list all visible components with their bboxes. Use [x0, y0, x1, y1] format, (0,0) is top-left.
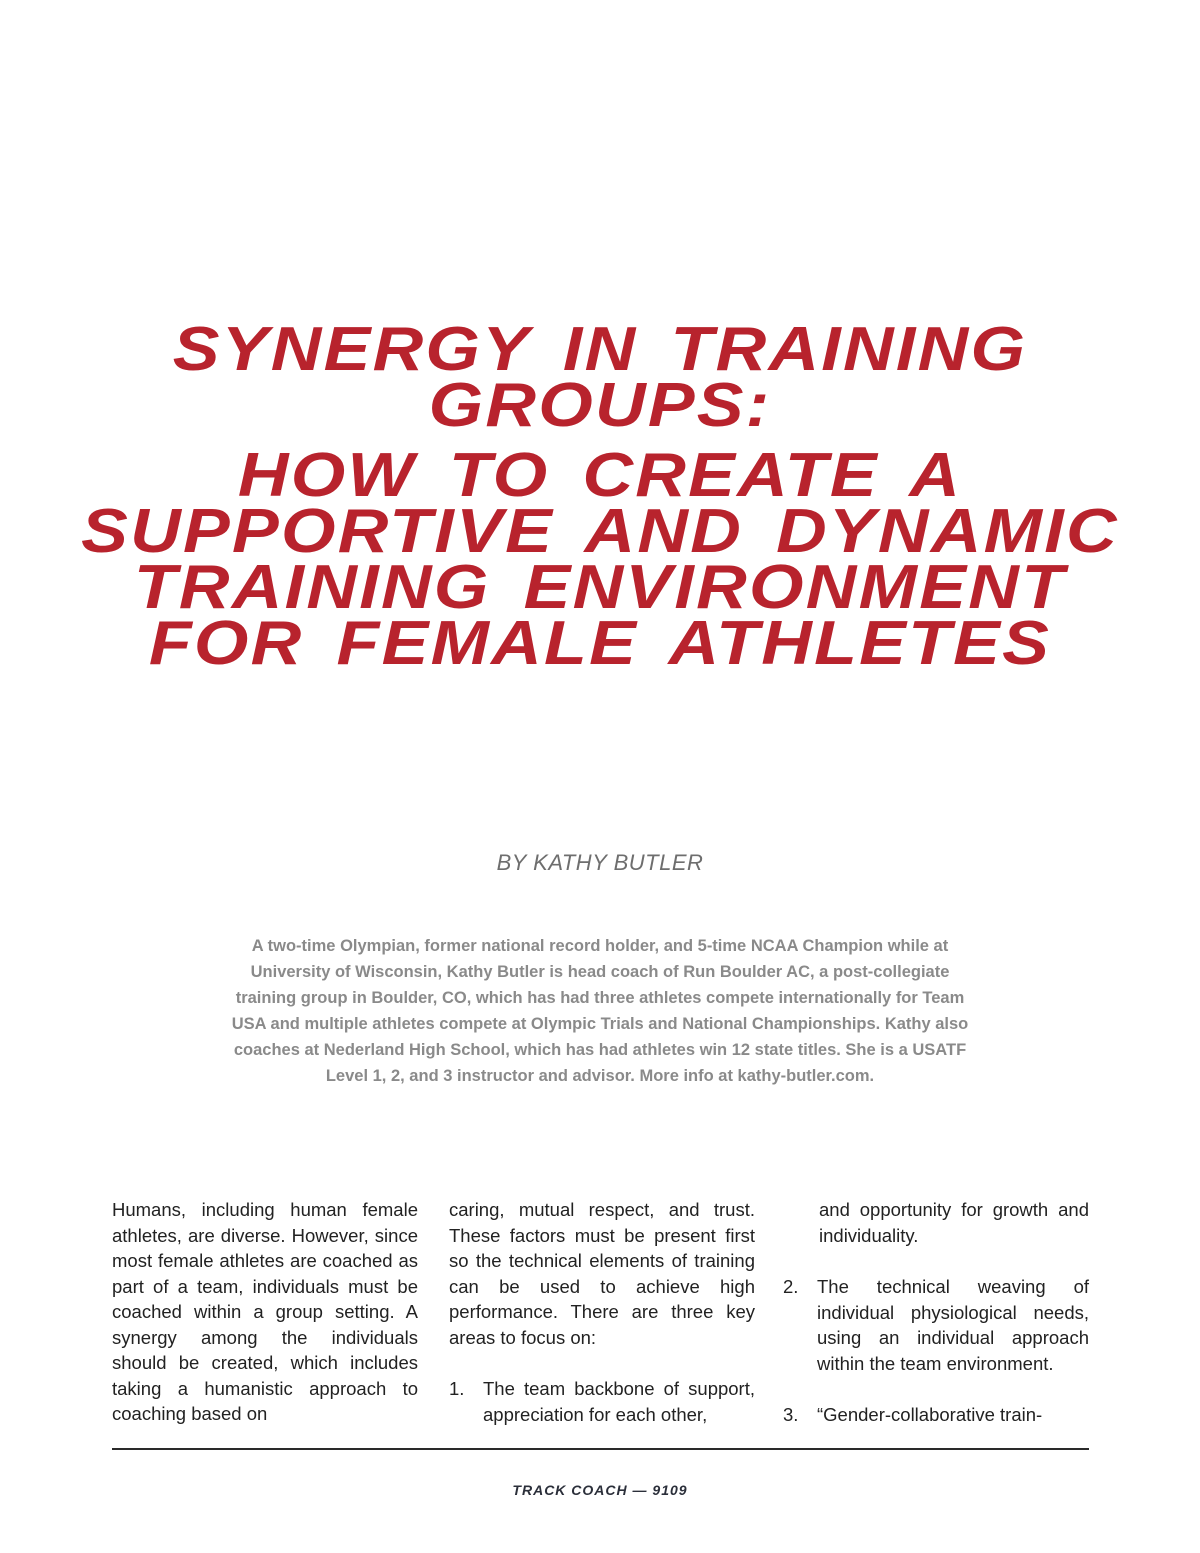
bio-line: Level 1, 2, and 3 instructor and advisor. More info at kathy-butler.com. [325, 1067, 875, 1085]
byline: BY KATHY BUTLER [496, 850, 704, 875]
article-title [60, 315, 1140, 678]
body-paragraph: Humans, including human female athletes, are diverse. However, since most female athletes are coached as part of a team, individuals must be coached within a group setting. A synergy among the individuals should be created, which includes taking a humanistic approach to coaching based on [112, 1199, 418, 1424]
subtitle-line: SUPPORTIVE AND DYNAMIC [81, 497, 1119, 566]
title-line: SYNERGY IN TRAINING [172, 315, 1028, 384]
bio-line: University of Wisconsin, Kathy Butler is head coach of Run Boulder AC, a post-collegiate [250, 963, 950, 981]
body-column-3 [783, 1197, 1089, 1428]
list-item [449, 1376, 755, 1427]
bio-line: A two-time Olympian, former national record holder, and 5-time NCAA Champion while at [251, 937, 949, 955]
body-paragraph: caring, mutual respect, and trust. These factors must be present first so the technical elements of training can be used to achieve high performance. There are three key areas to focus on: [449, 1199, 755, 1348]
list-number: 2. [783, 1276, 799, 1297]
author-bio [190, 933, 1010, 1089]
footer-divider [112, 1448, 1089, 1450]
list-text: The team backbone of support, appreciation for each other, [483, 1378, 755, 1425]
list-item [783, 1402, 1089, 1428]
bio-line: USA and multiple athletes compete at Olympic Trials and National Championships. Kathy also [231, 1015, 969, 1033]
list-text: The technical weaving of individual physiological needs, using an individual approach within the team environment. [817, 1276, 1089, 1374]
list-item [783, 1274, 1089, 1376]
body-column-2 [449, 1197, 755, 1427]
subtitle-line: FOR FEMALE ATHLETES [148, 609, 1052, 678]
bio-line: training group in Boulder, CO, which has had three athletes compete internationally for Team [235, 989, 965, 1007]
bio-line: coaches at Nederland High School, which has had athletes win 12 state titles. She is a USATF [233, 1041, 967, 1059]
list-number: 1. [449, 1378, 465, 1399]
title-line: GROUPS: [428, 371, 772, 440]
subtitle-line: TRAINING ENVIRONMENT [133, 553, 1067, 622]
list-text: “Gender-collaborative train- [817, 1404, 1043, 1425]
list-number: 3. [783, 1404, 799, 1425]
page-footer: TRACK COACH — 9109 [512, 1482, 688, 1498]
body-column-1 [112, 1197, 418, 1427]
list-item-continuation: and opportunity for growth and individuality. [819, 1199, 1089, 1246]
subtitle-line: HOW TO CREATE A [237, 441, 963, 510]
